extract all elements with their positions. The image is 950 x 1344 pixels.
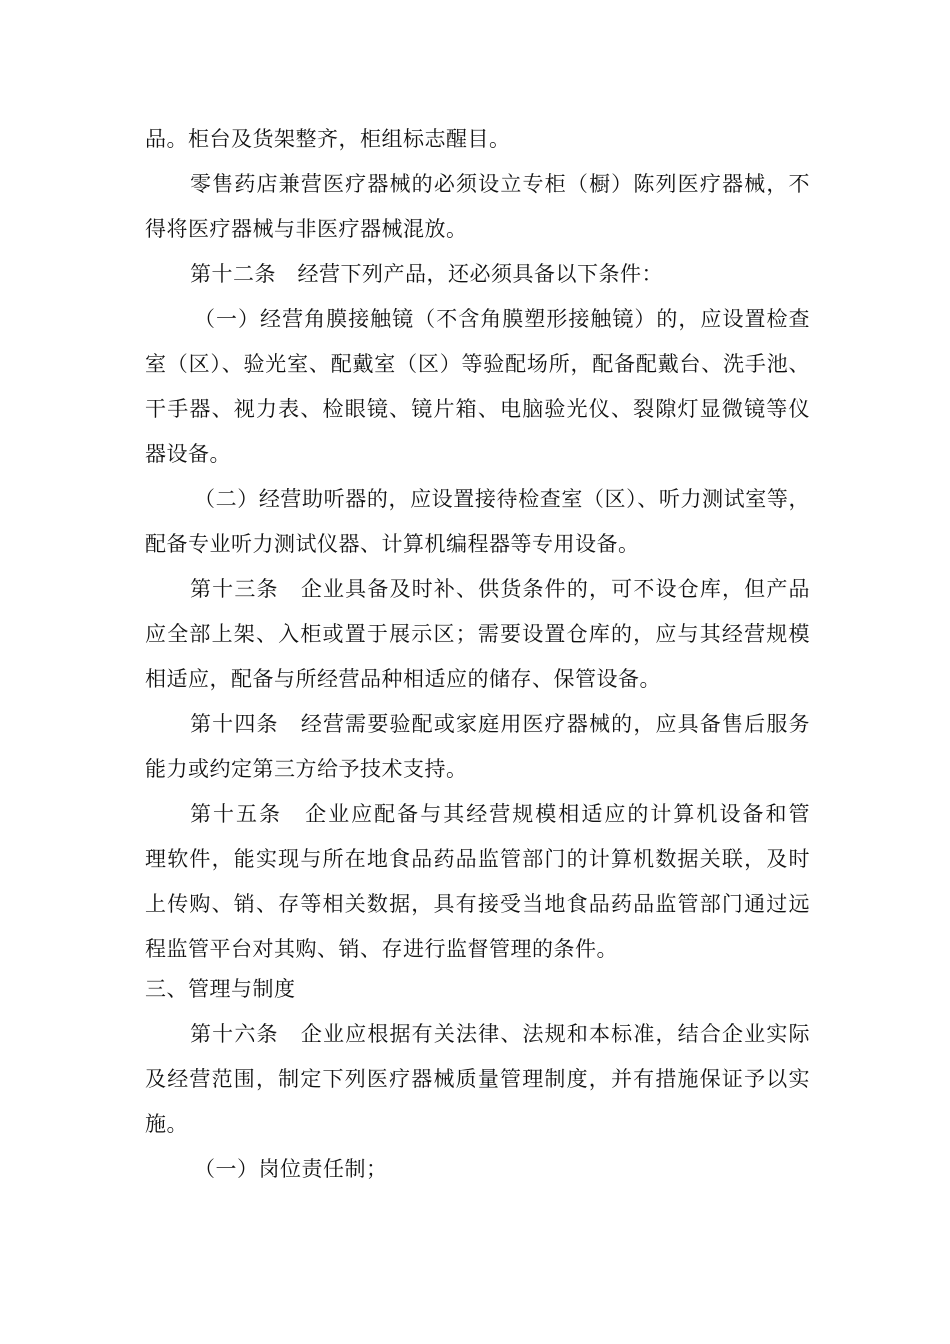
article-heading: 第十三条 企业具备及时补、供货条件的，可不设仓库，但产品 <box>190 577 810 601</box>
text-line: 得将医疗器械与非医疗器械混放。 <box>145 217 468 241</box>
text-line: 品。柜台及货架整齐，柜组标志醒目。 <box>145 127 511 151</box>
text-line: 程监管平台对其购、销、存进行监督管理的条件。 <box>145 937 618 961</box>
text-line: 干手器、视力表、检眼镜、镜片箱、电脑验光仪、裂隙灯显微镜等仪 <box>145 397 810 421</box>
article-heading: 第十六条 企业应根据有关法律、法规和本标准，结合企业实际 <box>190 1022 810 1046</box>
list-item: （一）岗位责任制； <box>194 1157 388 1181</box>
text-line: （二）经营助听器的，应设置接待检查室（区）、听力测试室等， <box>194 487 810 511</box>
text-line: 应全部上架、入柜或置于展示区；需要设置仓库的，应与其经营规模 <box>145 622 810 646</box>
text-line: 器设备。 <box>145 442 231 466</box>
text-line: 及经营范围，制定下列医疗器械质量管理制度，并有措施保证予以实 <box>145 1067 810 1091</box>
article-heading: 第十四条 经营需要验配或家庭用医疗器械的，应具备售后服务 <box>190 712 810 736</box>
text-line: 相适应，配备与所经营品种相适应的储存、保管设备。 <box>145 667 661 691</box>
section-heading: 三、管理与制度 <box>145 977 296 1001</box>
text-line: 上传购、销、存等相关数据，具有接受当地食品药品监管部门通过远 <box>145 892 810 916</box>
article-heading: 第十五条 企业应配备与其经营规模相适应的计算机设备和管 <box>190 802 810 826</box>
text-line: 施。 <box>145 1112 188 1136</box>
text-line: 室（区）、验光室、配戴室（区）等验配场所，配备配戴台、洗手池、 <box>145 352 810 376</box>
article-heading: 第十二条 经营下列产品，还必须具备以下条件： <box>190 262 663 286</box>
text-line: 配备专业听力测试仪器、计算机编程器等专用设备。 <box>145 532 640 556</box>
text-line: 零售药店兼营医疗器械的必须设立专柜（橱）陈列医疗器械，不 <box>190 172 810 196</box>
text-line: 能力或约定第三方给予技术支持。 <box>145 757 468 781</box>
text-line: （一）经营角膜接触镜（不含角膜塑形接触镜）的，应设置检查 <box>194 307 810 331</box>
text-line: 理软件，能实现与所在地食品药品监管部门的计算机数据关联，及时 <box>145 847 810 871</box>
